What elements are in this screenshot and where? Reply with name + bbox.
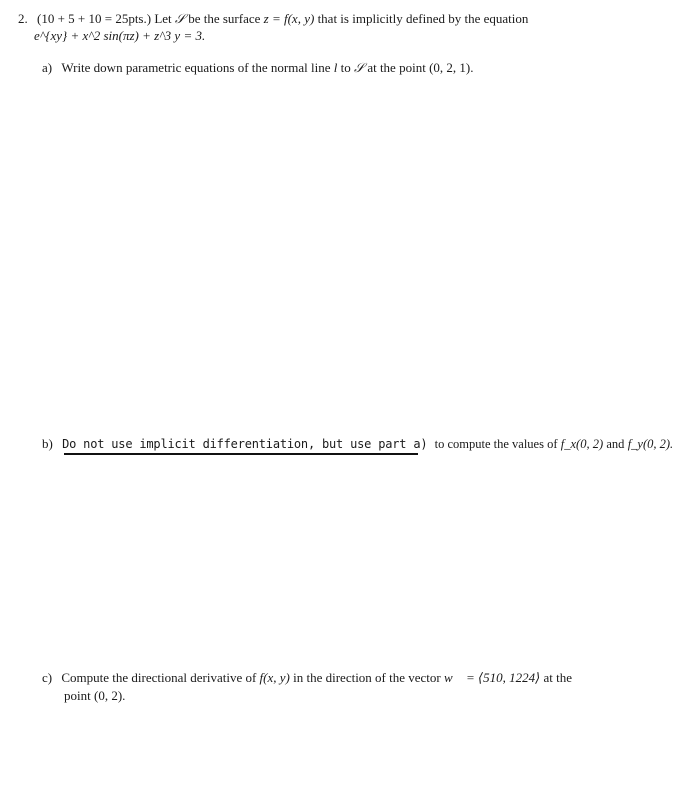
fx-value: f_x(0, 2) — [560, 437, 604, 451]
fy-value: f_y(0, 2). — [627, 437, 674, 451]
part-a-text: Write down parametric equations of the normal line — [61, 60, 331, 75]
problem-points: (10 + 5 + 10 = 25pts.) — [37, 11, 152, 26]
intro-tail: that is implicitly defined by the equation — [317, 11, 529, 26]
emphasis-underline — [64, 453, 418, 455]
intro-surface-text: be the surface — [188, 11, 261, 26]
part-a-to: to — [340, 60, 351, 75]
part-b — [42, 436, 673, 452]
part-c — [42, 670, 572, 686]
intro-let: Let — [154, 11, 172, 26]
equation-text: e^{xy} + x^2 sin(πz) + z^3 y = 3. — [34, 28, 206, 43]
surface-equation: z = f(x, y) — [263, 11, 315, 26]
part-a-surface-symbol: 𝒮 — [354, 61, 365, 76]
part-c-at-the: at the — [543, 670, 572, 685]
part-c-text2: in the direction of the vector — [293, 670, 441, 685]
vector-w: w⃗ = ⟨510, 1224⟩ — [444, 670, 541, 685]
defining-equation — [34, 28, 205, 44]
part-c-line2 — [64, 688, 125, 704]
part-b-label: b) — [42, 436, 53, 451]
part-b-text: to compute the values of — [434, 437, 558, 451]
part-c-function: f(x, y) — [259, 670, 290, 685]
part-a — [42, 60, 473, 77]
part-c-point-word: point — [64, 688, 91, 703]
part-a-label: a) — [42, 60, 53, 75]
surface-symbol: 𝒮 — [174, 12, 185, 27]
part-c-point: (0, 2). — [93, 688, 126, 703]
problem-header — [18, 11, 528, 28]
part-a-at-point: at the point — [367, 60, 426, 75]
part-c-label: c) — [42, 670, 53, 685]
part-b-and: and — [606, 437, 625, 451]
part-c-text: Compute the directional derivative of — [61, 670, 257, 685]
part-b-emphasis: Do not use implicit differentiation, but use part a) — [62, 437, 428, 451]
part-a-point: (0, 2, 1). — [429, 60, 474, 75]
normal-line-symbol: l — [333, 60, 338, 75]
problem-number: 2. — [18, 11, 28, 26]
